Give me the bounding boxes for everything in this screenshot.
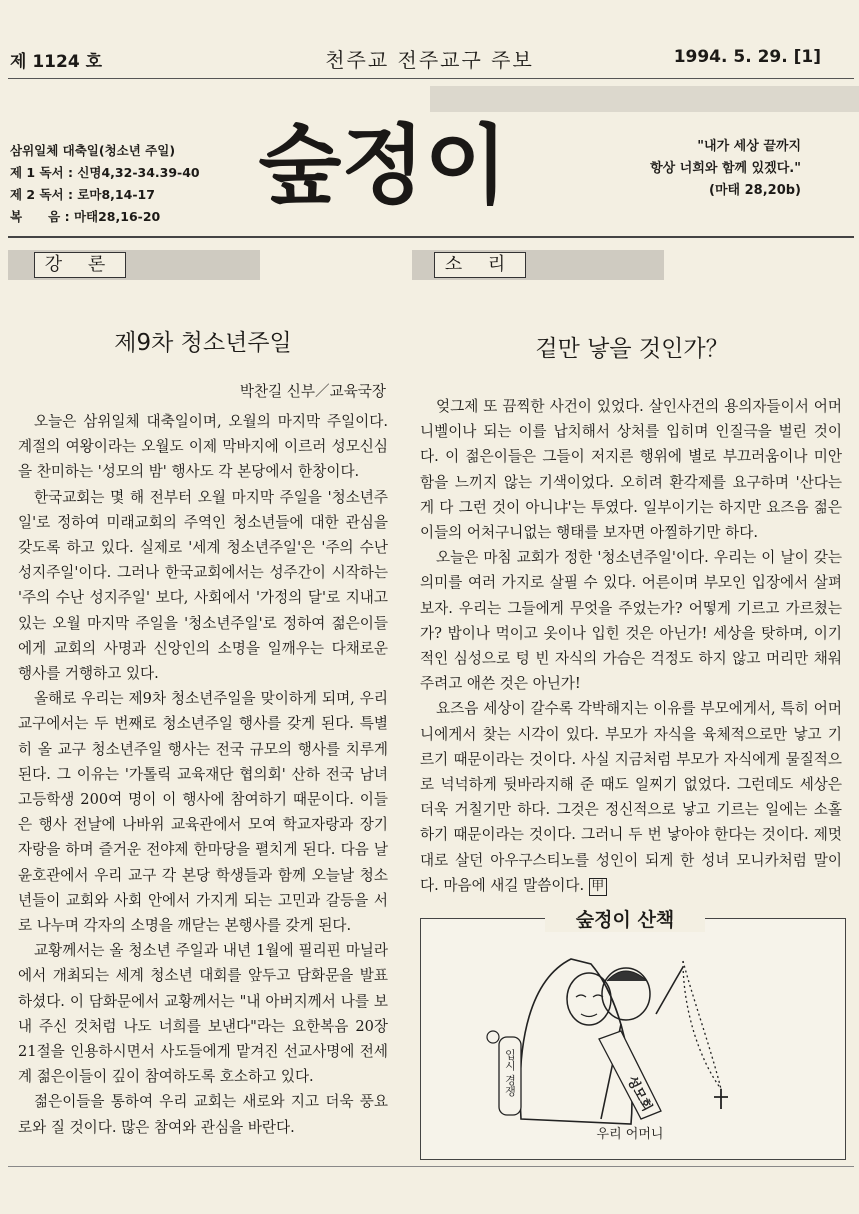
reading-second: 제 2 독서 : 로마8,14-17: [10, 187, 155, 202]
quote-line: 항상 너희와 함께 있겠다.": [650, 161, 801, 176]
header-shade: [430, 86, 859, 112]
voice-title: 겉만 낳을 것인가？: [535, 336, 729, 362]
reading-feast: 삼위일체 대축일(청소년 주일): [10, 143, 176, 158]
sash-left-label: 입시 경쟁: [503, 1049, 517, 1097]
paper-name: 천주교 전주교구 주보: [325, 48, 534, 72]
voice-body: [420, 394, 842, 898]
reading-first: 제 1 독서 : 신명4,32-34.39-40: [10, 165, 200, 180]
issue-date: 1994. 5. 29. [1]: [673, 47, 821, 67]
section-header-sermon: [8, 250, 260, 280]
section-label-voice: 소 리: [434, 252, 526, 278]
svg-text:숲정이: 숲정이: [258, 116, 508, 210]
paragraph: 오늘은 마침 교회가 정한 '청소년주일'이다. 우리는 이 날이 갖는 의미를 여러 가지로 살필 수 있다. 어른이며 부모인 입장에서 살펴 보자. 우리는 그들에게 무엇을 주었는가? 어떻게 기르고 가르쳤는가? 밥이나 먹이고 옷이나 입힌 것은 아닌가! 세상을 탓하며, 이기적인 심성으로 텅 빈 자식의 가슴은 걱정도 하지 않고 머리만 채워 주려고 애쓴 것은 아닌가!: [420, 549, 842, 693]
paragraph: 한국교회는 몇 해 전부터 오월 마지막 주일을 '청소년주일'로 정하여 미래교회의 주역인 청소년들에 대한 관심을 갖도록 하고 있다. 실제로 '세계 청소년주일'은 '주의 수난 성지주일'이다. 그러나 한국교회에서는 성주간이 시작하는 '주의 수난 성지주일' 보다, 사회에서 '가정의 달'로 지내고 있는 오월 마지막 주일을 '청소년주일'로 정하여 젊은이들에게 교회의 사명과 신앙인의 소명을 일깨우는 다채로운 행사를 거행하고 있다.: [18, 488, 388, 683]
sermon-body: [18, 409, 388, 1140]
quote-source: (마태 28,20b): [709, 183, 801, 198]
cartoon-caption: 우리 어머니: [596, 1127, 664, 1142]
paragraph: 올해로 우리는 제9차 청소년주일을 맞이하게 되며, 우리 교구에서는 두 번째로 청소년주일 행사를 갖게 된다. 특별히 올 교구 청소년주일 행사는 전국 규모의 행사를 치루게 된다. 그 이유는 '가톨릭 교육재단 협의회' 산하 전국 남녀 고등학생 200여 명이 이 행사에 참여하기 때문이다. 이들은 행사 전날에 나바위 교육관에서 모여 학교자랑과 장기자랑을 하며 즐거운 전야제 한마당을 펼치게 된다. 다음 날 윤호관에서 우리 교구 각 본당 학생들과 함께 오늘날 청소년들이 교회와 사회 안에서 가지게 되는 고민과 갈등을 서로 나누며 각자의 소명을 깨닫는 본행사를 갖게 된다.: [18, 690, 388, 935]
section-label-sermon: 강 론: [34, 252, 126, 278]
quote-line: "내가 세상 끝까지: [697, 139, 801, 154]
masthead-rule: [8, 236, 854, 238]
paragraph: 젊은이들을 통하여 우리 교회는 새로와 지고 더욱 풍요로와 질 것이다. 많은 참여와 관심을 바란다.: [18, 1093, 388, 1136]
masthead-title: [228, 115, 538, 210]
masthead-quote: [650, 136, 801, 202]
end-mark: 甲: [589, 878, 607, 896]
paragraph: 오늘은 삼위일체 대축일이며, 오월의 마지막 주일이다. 계절의 여왕이라는 오월도 이제 막바지에 이르러 성모신심을 찬미하는 '성모의 밤' 행사도 각 본당에서 한창이다.: [18, 413, 388, 481]
reading-gospel: 복 음 : 마태28,16-20: [10, 209, 161, 224]
masthead-logo: [228, 115, 538, 210]
section-header-voice: [412, 250, 664, 280]
sash-right-label: 성모회: [623, 1073, 655, 1115]
footer-rule: [8, 1166, 854, 1167]
sermon-title: 제9차 청소년주일: [114, 330, 292, 356]
sermon-author: 박찬길 신부／교육국장: [239, 383, 386, 400]
readings-list: [10, 140, 200, 228]
header-rule: [8, 78, 854, 79]
issue-number: 제 1124 호: [10, 52, 102, 72]
paragraph: 교황께서는 올 청소년 주일과 내년 1월에 필리핀 마닐라에서 개최되는 세계 청소년 대회를 앞두고 담화문을 발표하셨다. 이 담화문에서 교황께서는 "내 아버지께서 나를 보내 주신 것처럼 나도 너희를 보낸다"라는 요한복음 20장 21절을 인용하시면서 사도들에게 맡겨진 선교사명에 전세계 젊은이들이 깊이 참여하도록 호소하고 있다.: [18, 942, 388, 1086]
paragraph: 엊그제 또 끔찍한 사건이 있었다. 살인사건의 용의자들이서 어머니벨이나 되는 이를 납치해서 상처를 입히며 인질극을 벌린 것이다. 이 젊은이들은 그들이 저지른 행위에 별로 부끄러움이나 미안함을 느끼지 않는 기색이었다. 오히려 환각제를 요구하며 '산다는 게 다 그런 것이 아니냐'는 투였다. 일부이기는 하지만 요즈음 젊은이들의 어처구니없는 행태를 보자면 아찔하기만 하다.: [420, 398, 842, 542]
paragraph-text: 요즈음 세상이 갈수록 각박해지는 이유를 부모에게서, 특히 어머니에게서 찾는 시각이 있다. 부모가 자식을 육체적으로만 낳고 기르기 때문이라는 것이다. 사실 지금처럼 부모가 자식에게 물질적으로 넉넉하게 뒷바라지해 준 때도 일찌기 없었다. 그런데도 세상은 더욱 거칠기만 하다. 그것은 정신적으로 낳고 기르는 일에는 소홀하기 때문이라는 것이다. 그러니 두 번 낳아야 한다는 것이다. 제멋대로 살던 아우구스티노를 성인이 되게 한 성녀 모니카처럼 말이다. 마음에 새길 말씀이다.: [420, 700, 842, 894]
cartoon-title: 숲정이 산책: [545, 905, 705, 932]
paragraph: [420, 696, 842, 898]
